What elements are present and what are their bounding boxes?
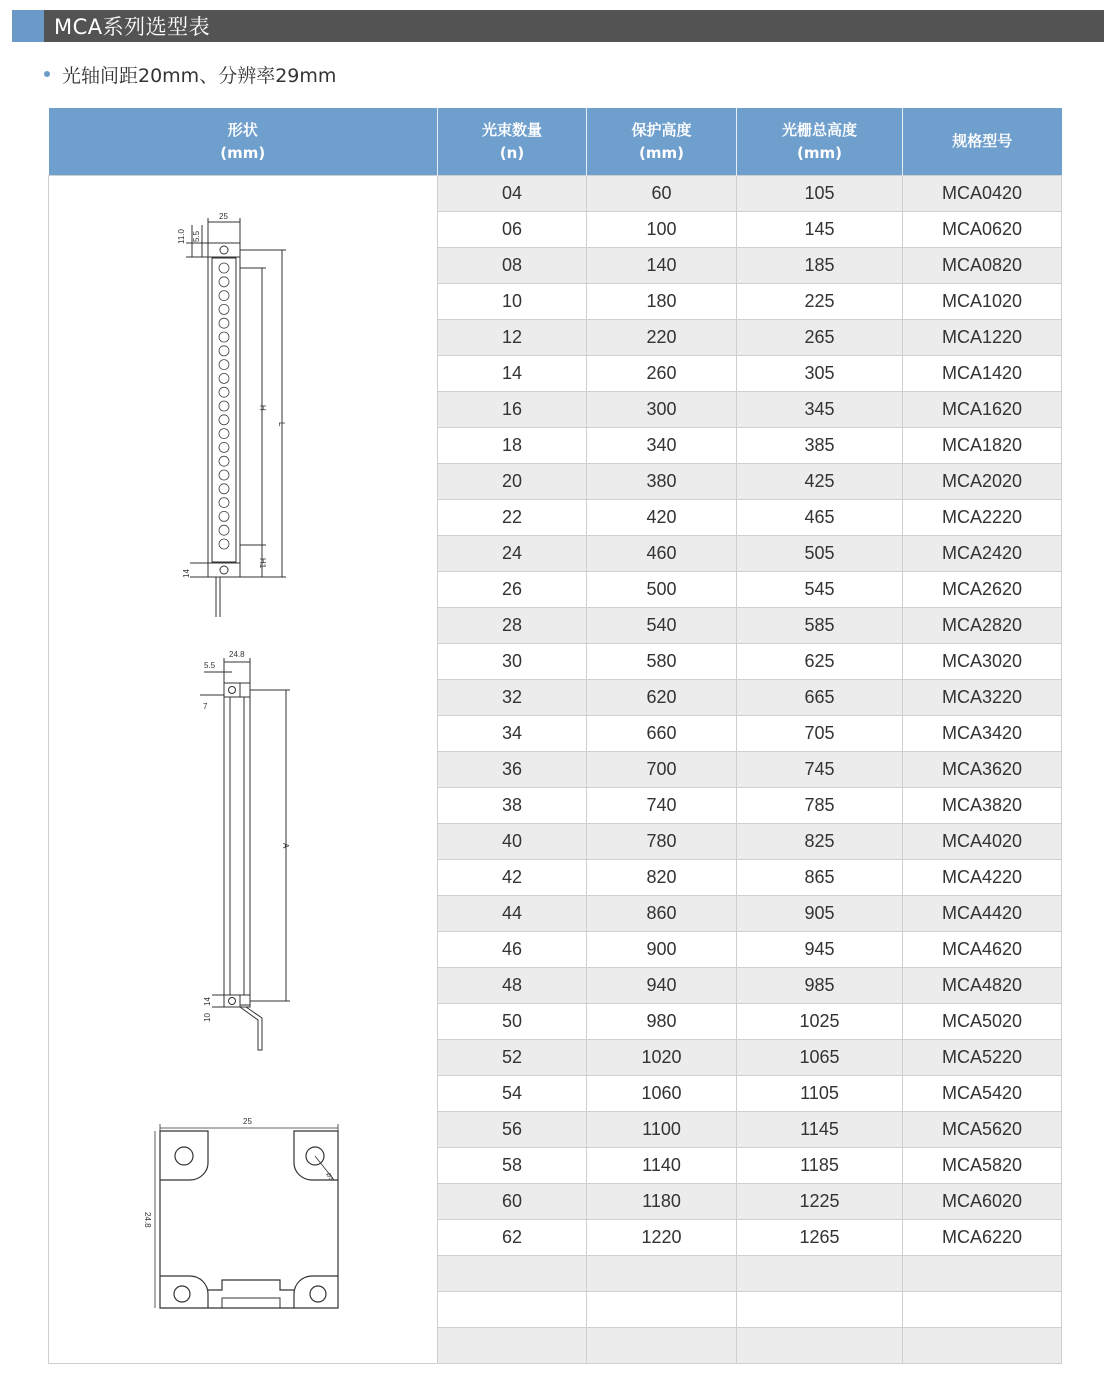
model-cell [903,1292,1062,1328]
protect-height-cell: 260 [587,356,737,392]
model-cell: MCA4220 [903,860,1062,896]
beam-count-cell: 08 [438,248,587,284]
total-height-cell: 265 [737,320,903,356]
lens-icon [219,373,229,383]
total-height-cell: 705 [737,716,903,752]
total-height-cell: 1185 [737,1148,903,1184]
beam-count-cell: 56 [438,1112,587,1148]
model-cell: MCA1820 [903,428,1062,464]
protect-height-cell: 460 [587,536,737,572]
lens-icon [219,429,229,439]
beam-count-cell: 40 [438,824,587,860]
protect-height-cell: 100 [587,212,737,248]
total-height-cell: 1145 [737,1112,903,1148]
total-height-cell [737,1292,903,1328]
lens-icon [219,346,229,356]
total-height-cell: 385 [737,428,903,464]
protect-height-cell: 1020 [587,1040,737,1076]
side-width-label: 24.8 [229,650,245,659]
protect-height-cell: 1060 [587,1076,737,1112]
front-width-label: 25 [219,212,228,221]
protect-height-cell: 580 [587,644,737,680]
total-height-cell [737,1256,903,1292]
protect-height-cell: 940 [587,968,737,1004]
model-cell: MCA0620 [903,212,1062,248]
section-width-label: 25 [243,1117,252,1126]
protect-height-cell: 60 [587,176,737,212]
beam-count-cell: 48 [438,968,587,1004]
model-cell: MCA0820 [903,248,1062,284]
total-height-cell: 105 [737,176,903,212]
side-offset-label: 5.5 [204,661,216,670]
lens-icon [219,318,229,328]
model-cell: MCA2420 [903,536,1062,572]
beam-count-cell: 18 [438,428,587,464]
lens-icon [219,360,229,370]
beam-count-cell: 60 [438,1184,587,1220]
beam-count-cell: 32 [438,680,587,716]
protect-height-cell: 620 [587,680,737,716]
model-cell: MCA1620 [903,392,1062,428]
beam-count-cell: 28 [438,608,587,644]
front-h1-label: H1 [258,558,267,569]
lens-icon [219,525,229,535]
protect-height-cell: 140 [587,248,737,284]
beam-count-cell: 30 [438,644,587,680]
lens-icon [219,263,229,273]
total-height-cell: 1065 [737,1040,903,1076]
lens-icon [219,456,229,466]
model-cell: MCA1020 [903,284,1062,320]
total-height-cell: 825 [737,824,903,860]
lens-icon [219,332,229,342]
total-height-cell: 1265 [737,1220,903,1256]
model-cell: MCA6220 [903,1220,1062,1256]
model-cell: MCA3220 [903,680,1062,716]
protect-height-cell [587,1256,737,1292]
header-total-height: 光栅总高度 (mm) [737,108,903,176]
model-cell: MCA4820 [903,968,1062,1004]
section-view-drawing [160,1131,338,1308]
total-height-cell: 985 [737,968,903,1004]
model-cell: MCA5420 [903,1076,1062,1112]
lens-icon [219,401,229,411]
lens-icon [219,277,229,287]
model-cell: MCA4620 [903,932,1062,968]
model-cell: MCA4420 [903,896,1062,932]
beam-count-cell: 50 [438,1004,587,1040]
front-view-lenses [219,263,229,549]
total-height-cell: 585 [737,608,903,644]
lens-icon [219,415,229,425]
beam-count-cell: 16 [438,392,587,428]
lens-icon [219,539,229,549]
model-cell: MCA3420 [903,716,1062,752]
total-height-cell: 905 [737,896,903,932]
section-hole-label: Ø3 [324,1172,334,1182]
side-view-drawing [200,658,290,1050]
beam-count-cell: 14 [438,356,587,392]
beam-count-cell: 58 [438,1148,587,1184]
model-cell: MCA1220 [903,320,1062,356]
total-height-cell: 145 [737,212,903,248]
lens-icon [219,304,229,314]
lens-icon [219,484,229,494]
beam-count-cell: 26 [438,572,587,608]
total-height-cell: 1105 [737,1076,903,1112]
header-protect-height: 保护高度 (mm) [587,108,737,176]
lens-icon [219,291,229,301]
front-bottom-label: 14 [182,569,191,578]
beam-count-cell: 62 [438,1220,587,1256]
model-cell: MCA5620 [903,1112,1062,1148]
front-h-label: H [258,405,267,411]
beam-count-cell [438,1328,587,1364]
model-cell: MCA1420 [903,356,1062,392]
beam-count-cell: 42 [438,860,587,896]
page-title: MCA系列选型表 [54,15,211,39]
beam-count-cell [438,1256,587,1292]
lens-icon [219,511,229,521]
front-view-drawing [186,218,286,617]
side-a-label: A [281,843,290,849]
model-cell: MCA3020 [903,644,1062,680]
model-cell: MCA2020 [903,464,1062,500]
model-cell: MCA3820 [903,788,1062,824]
beam-count-cell: 10 [438,284,587,320]
subtitle-text: 光轴间距20mm、分辨率29mm [62,64,337,87]
protect-height-cell [587,1292,737,1328]
side-bottom-a-label: 10 [203,1013,212,1022]
protect-height-cell: 1180 [587,1184,737,1220]
beam-count-cell: 54 [438,1076,587,1112]
model-cell: MCA2820 [903,608,1062,644]
section-height-label: 24.8 [143,1212,152,1228]
protect-height-cell [587,1328,737,1364]
protect-height-cell: 500 [587,572,737,608]
lens-icon [219,442,229,452]
protect-height-cell: 900 [587,932,737,968]
total-height-cell: 425 [737,464,903,500]
header-beams: 光束数量 (n) [438,108,587,176]
beam-count-cell: 22 [438,500,587,536]
total-height-cell: 225 [737,284,903,320]
lens-icon [219,498,229,508]
total-height-cell: 545 [737,572,903,608]
front-offset-a-label: 11.0 [177,229,186,244]
protect-height-cell: 820 [587,860,737,896]
beam-count-cell: 36 [438,752,587,788]
total-height-cell: 745 [737,752,903,788]
front-l-label: L [277,422,286,427]
protect-height-cell: 380 [587,464,737,500]
protect-height-cell: 220 [587,320,737,356]
total-height-cell: 465 [737,500,903,536]
model-cell: MCA5020 [903,1004,1062,1040]
protect-height-cell: 660 [587,716,737,752]
protect-height-cell: 420 [587,500,737,536]
beam-count-cell: 24 [438,536,587,572]
protect-height-cell: 740 [587,788,737,824]
protect-height-cell: 860 [587,896,737,932]
beam-count-cell: 38 [438,788,587,824]
total-height-cell: 1025 [737,1004,903,1040]
beam-count-cell: 20 [438,464,587,500]
front-offset-b-label: 5.5 [192,230,201,242]
total-height-cell: 945 [737,932,903,968]
model-cell: MCA5820 [903,1148,1062,1184]
model-cell: MCA6020 [903,1184,1062,1220]
protect-height-cell: 340 [587,428,737,464]
side-bottom-b-label: 14 [203,997,212,1006]
model-cell: MCA3620 [903,752,1062,788]
beam-count-cell: 52 [438,1040,587,1076]
beam-count-cell: 34 [438,716,587,752]
beam-count-cell: 44 [438,896,587,932]
total-height-cell: 1225 [737,1184,903,1220]
beam-count-cell: 46 [438,932,587,968]
header-shape: 形状 (mm) [49,108,438,176]
beam-count-cell: 06 [438,212,587,248]
lens-icon [219,470,229,480]
protect-height-cell: 780 [587,824,737,860]
model-cell: MCA2220 [903,500,1062,536]
beam-count-cell: 04 [438,176,587,212]
total-height-cell: 865 [737,860,903,896]
shape-drawings [0,0,437,1381]
total-height-cell: 505 [737,536,903,572]
model-cell: MCA4020 [903,824,1062,860]
protect-height-cell: 180 [587,284,737,320]
total-height-cell: 305 [737,356,903,392]
total-height-cell: 185 [737,248,903,284]
beam-count-cell: 12 [438,320,587,356]
protect-height-cell: 300 [587,392,737,428]
beam-count-cell [438,1292,587,1328]
protect-height-cell: 700 [587,752,737,788]
total-height-cell: 625 [737,644,903,680]
model-cell: MCA0420 [903,176,1062,212]
model-cell: MCA2620 [903,572,1062,608]
lens-icon [219,387,229,397]
total-height-cell: 345 [737,392,903,428]
model-cell [903,1328,1062,1364]
header-model: 规格型号 [903,108,1062,176]
total-height-cell: 785 [737,788,903,824]
model-cell [903,1256,1062,1292]
side-offset2-label: 7 [203,702,208,711]
model-cell: MCA5220 [903,1040,1062,1076]
protect-height-cell: 1100 [587,1112,737,1148]
protect-height-cell: 540 [587,608,737,644]
protect-height-cell: 1140 [587,1148,737,1184]
total-height-cell [737,1328,903,1364]
protect-height-cell: 980 [587,1004,737,1040]
protect-height-cell: 1220 [587,1220,737,1256]
total-height-cell: 665 [737,680,903,716]
